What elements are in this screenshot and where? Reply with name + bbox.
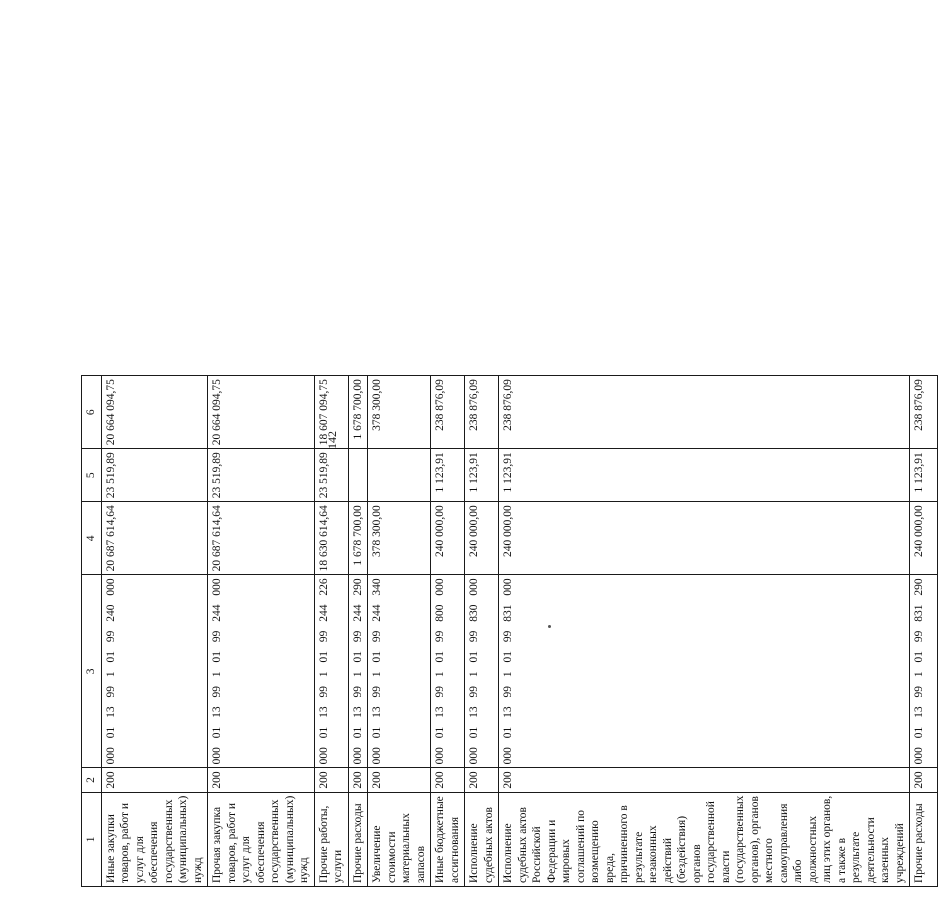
table-frame [81,25,925,887]
row-name-cell: Исполнение судебных актов Российской Федерации и мировых соглашений по возмещению вреда, причиненного в результате незаконных действий (бездействия) органов государственной власти (государственных органов), органов местного самоуправления либо должностных лиц этих органов, а также в результате деятельности казенных учреждений [499,792,910,886]
table-row [465,376,499,887]
budget-table [81,375,938,887]
column-header-2: 2 [82,768,102,792]
column-header-1: 1 [82,792,102,886]
row-approved-cell: 20 687 614,64 [208,502,315,575]
row-approved-cell: 240 000,00 [465,502,499,575]
row-unexecuted-cell: 238 876,09 [499,376,910,449]
row-unexecuted-cell: 20 664 094,75 [101,376,208,449]
row-kbk-cell: 000 01 13 99 1 01 99 831 290 [910,575,938,768]
row-executed-cell: 23 519,89 [101,449,208,502]
table-row [499,376,910,887]
row-unexecuted-cell: 18 607 094,75 [314,376,348,449]
row-approved-cell: 20 687 614,64 [101,502,208,575]
row-name-cell: Иные бюджетные ассигнования [431,792,465,886]
row-executed-cell: 1 123,91 [910,449,938,502]
row-executed-cell: 1 123,91 [465,449,499,502]
row-code-cell: 200 [208,768,315,792]
row-code-cell: 200 [348,768,368,792]
row-code-cell: 200 [910,768,938,792]
table-row [368,376,431,887]
column-header-6: 6 [82,376,102,449]
row-kbk-cell: 000 01 13 99 1 01 99 244 000 [208,575,315,768]
row-unexecuted-cell: 238 876,09 [465,376,499,449]
row-approved-cell: 240 000,00 [431,502,465,575]
row-name-cell: Прочие работы, услуги [314,792,348,886]
table-body [82,376,938,887]
row-name-cell: Прочая закупка товаров, работ и услуг для обеспечения государственных (муниципальных) нужд [208,792,315,886]
table-row [348,376,368,887]
row-code-cell: 200 [465,768,499,792]
row-unexecuted-cell: 1 678 700,00 [348,376,368,449]
table-row [208,376,315,887]
row-unexecuted-cell: 378 300,00 [368,376,431,449]
row-unexecuted-cell: 238 876,09 [910,376,938,449]
row-code-cell: 200 [314,768,348,792]
table-row [101,376,208,887]
row-approved-cell: 18 630 614,64 [314,502,348,575]
column-header-3: 3 [82,575,102,768]
row-unexecuted-cell: 20 664 094,75 [208,376,315,449]
row-executed-cell [368,449,431,502]
page-number: 142 [325,431,339,449]
column-header-4: 4 [82,502,102,575]
row-executed-cell: 23 519,89 [208,449,315,502]
row-kbk-cell: 000 01 13 99 1 01 99 244 290 [348,575,368,768]
row-approved-cell: 240 000,00 [910,502,938,575]
row-code-cell: 200 [499,768,910,792]
row-kbk-cell: 000 01 13 99 1 01 99 800 000 [431,575,465,768]
row-executed-cell: 1 123,91 [431,449,465,502]
column-header-5: 5 [82,449,102,502]
row-kbk-cell: 000 01 13 99 1 01 99 831 000 [499,575,910,768]
row-approved-cell: 1 678 700,00 [348,502,368,575]
row-kbk-cell: 000 01 13 99 1 01 99 830 000 [465,575,499,768]
row-name-cell: Исполнение судебных актов [465,792,499,886]
row-kbk-cell: 000 01 13 99 1 01 99 240 000 [101,575,208,768]
table-row [314,376,348,887]
row-kbk-cell: 000 01 13 99 1 01 99 244 226 [314,575,348,768]
row-code-cell: 200 [431,768,465,792]
row-executed-cell: 23 519,89 [314,449,348,502]
row-executed-cell [348,449,368,502]
row-approved-cell: 378 300,00 [368,502,431,575]
table-row [431,376,465,887]
table-row [910,376,938,887]
row-name-cell: Иные закупки товаров, работ и услуг для обеспечения государственных (муниципальных) нужд [101,792,208,886]
row-code-cell: 200 [101,768,208,792]
row-approved-cell: 240 000,00 [499,502,910,575]
row-name-cell: Прочие расходы [348,792,368,886]
table-header-row [82,376,102,887]
row-code-cell: 200 [368,768,431,792]
row-kbk-cell: 000 01 13 99 1 01 99 244 340 [368,575,431,768]
row-name-cell: Увеличение стоимости материальных запасов [368,792,431,886]
row-executed-cell: 1 123,91 [499,449,910,502]
row-unexecuted-cell: 238 876,09 [431,376,465,449]
row-name-cell: Прочие расходы [910,792,938,886]
